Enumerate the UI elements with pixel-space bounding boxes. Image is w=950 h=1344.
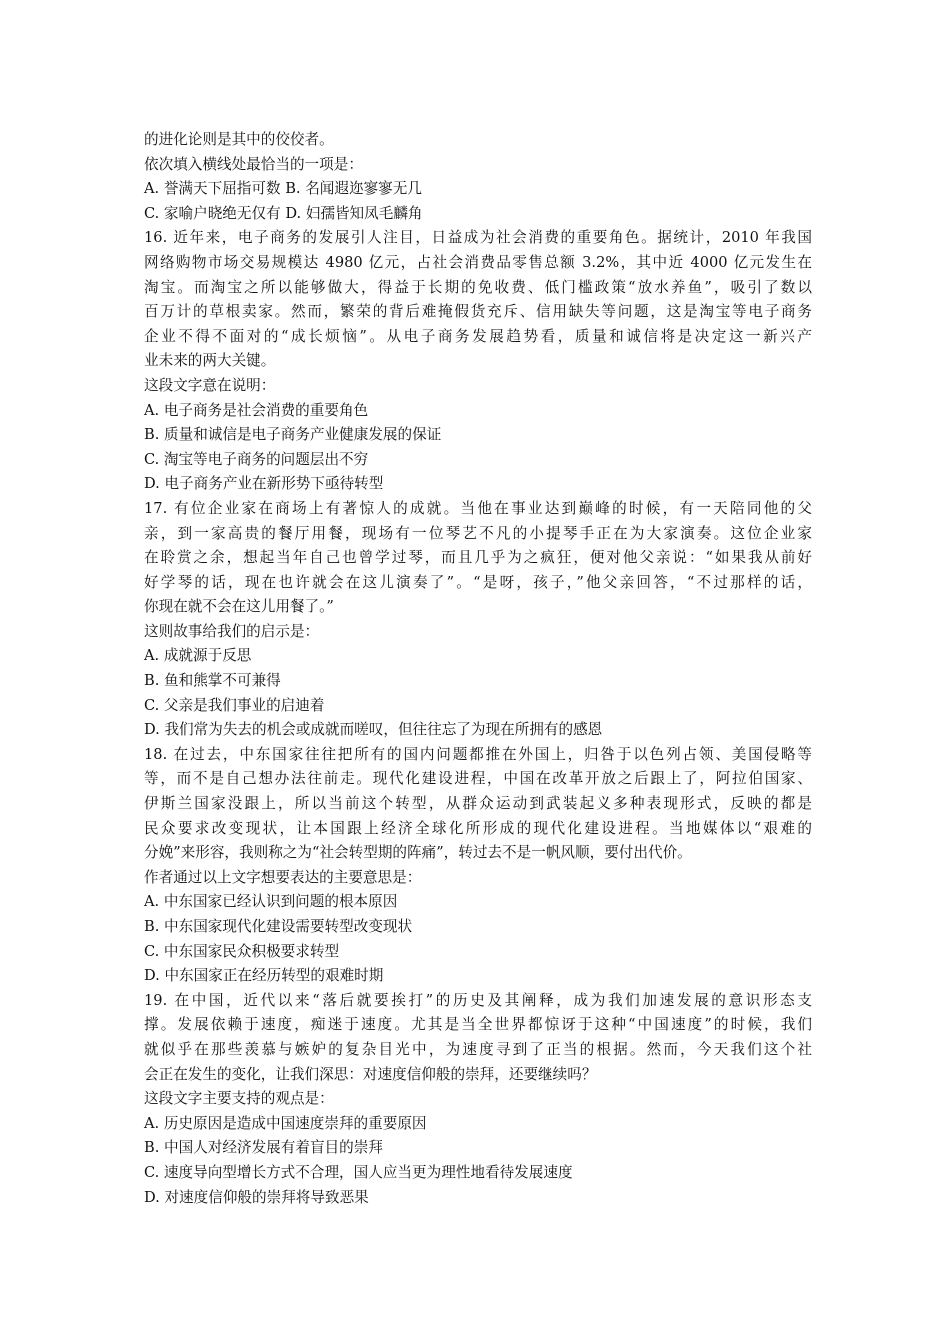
q18-line: 民众要求改变现状，让本国跟上经济全球化所形成的现代化建设进程。当地媒体以“艰难的 xyxy=(144,819,812,837)
q19-line: 19. 在中国，近代以来“落后就要挨打”的历史及其阐释，成为我们加速发展的意识形态支 xyxy=(144,991,812,1009)
q19-option-d: D. 对速度信仰般的崇拜将导致恶果 xyxy=(144,1188,369,1206)
q18-option-b: B. 中东国家现代化建设需要转型改变现状 xyxy=(144,918,413,935)
q17-option-d: D. 我们常为失去的机会或成就而嗟叹，但往往忘了为现在所拥有的感恩 xyxy=(144,721,603,739)
q18-line: 分娩”来形容，我则称之为“社会转型期的阵痛”，转过去不是一帆风顺，要付出代价。 xyxy=(144,844,692,862)
q16-line: 网络购物市场交易规模达 4980 亿元，占社会消费品零售总额 3.2%，其中近 4000 亿元发生在 xyxy=(144,253,812,271)
q19-option-c: C. 速度导向型增长方式不合理，国人应当更为理性地看待发展速度 xyxy=(144,1163,573,1181)
q19-line: 撑。发展依赖于速度，痴迷于速度。尤其是当全世界都惊讶于这种“中国速度”的时候，我们 xyxy=(144,1016,812,1034)
q16-line: 百万计的草根卖家。然而，繁荣的背后难掩假货充斥、信用缺失等问题，这是淘宝等电子商务 xyxy=(144,303,812,321)
q17-option-c: C. 父亲是我们事业的启迪着 xyxy=(144,696,325,714)
q17-option-b: B. 鱼和熊掌不可兼得 xyxy=(144,672,281,690)
q16-option-b: B. 质量和诚信是电子商务产业健康发展的保证 xyxy=(144,426,442,444)
q18-passage xyxy=(144,743,812,866)
q17-passage xyxy=(144,497,812,620)
q16-prompt: 这段文字意在说明： xyxy=(144,376,276,394)
q16-option-d: D. 电子商务产业在新形势下亟待转型 xyxy=(144,475,384,493)
q15-passage-tail: 的进化论则是其中的佼佼者。 xyxy=(144,131,334,148)
q19-option-b: B. 中国人对经济发展有着盲目的崇拜 xyxy=(144,1139,383,1157)
q19-line: 就似乎在那些羡慕与嫉妒的复杂目光中，为速度寻到了正当的根据。然而，今天我们这个社 xyxy=(144,1040,812,1058)
q16-line: 企业不得不面对的“成长烦恼”。从电子商务发展趋势看，质量和诚信将是决定这一新兴产 xyxy=(144,327,812,345)
q16-line: 业未来的两大关键。 xyxy=(144,352,276,370)
q19-option-a: A. 历史原因是造成中国速度崇拜的重要原因 xyxy=(144,1114,427,1132)
q16-line: 16. 近年来，电子商务的发展引人注目，日益成为社会消费的重要角色。据统计，2010 年我国 xyxy=(144,229,812,247)
q18-line: 18. 在过去，中东国家往往把所有的国内问题都推在外国上，归咎于以色列占领、美国侵略等 xyxy=(144,745,812,763)
q18-line: 伊斯兰国家没跟上，所以当前这个转型，从群众运动到武装起义多种表现形式，反映的都是 xyxy=(144,795,812,813)
q18-line: 等，而不是自己想办法往前走。现代化建设进程，中国在改革开放之后跟上了，阿拉伯国家、 xyxy=(144,770,812,788)
q16-passage xyxy=(144,226,812,374)
q17-line: 在聆赏之余，想起当年自己也曾学过琴，而且几乎为之疯狂，便对他父亲说：“如果我从前好 xyxy=(144,549,812,567)
q17-prompt: 这则故事给我们的启示是： xyxy=(144,622,320,640)
q16-option-c: C. 淘宝等电子商务的问题层出不穷 xyxy=(144,450,369,468)
q18-option-c: C. 中东国家民众积极要求转型 xyxy=(144,942,340,960)
q15-options-cd: C. 家喻户晓绝无仅有 D. 妇孺皆知凤毛麟角 xyxy=(144,204,423,222)
exam-page xyxy=(144,128,812,1210)
q15-options-ab: A. 誉满天下屈指可数 B. 名闻遐迩寥寥无几 xyxy=(144,180,422,198)
q17-line: 你现在就不会在这儿用餐了。” xyxy=(144,598,334,616)
q17-option-a: A. 成就源于反思 xyxy=(144,647,252,665)
q19-prompt: 这段文字主要支持的观点是： xyxy=(144,1090,334,1108)
q16-line: 淘宝。而淘宝之所以能够做大，得益于长期的免收费、低门槛政策“放水养鱼”，吸引了数以 xyxy=(144,278,812,296)
q17-line: 好学琴的话，现在也许就会在这儿演奏了”。“是呀，孩子，”他父亲回答，“不过那样的话， xyxy=(144,573,812,591)
q17-line: 17. 有位企业家在商场上有著惊人的成就。当他在事业达到巅峰的时候，有一天陪同他的父 xyxy=(144,499,812,517)
q19-passage xyxy=(144,989,812,1087)
q18-option-a: A. 中东国家已经认识到问题的根本原因 xyxy=(144,893,398,911)
q18-option-d: D. 中东国家正在经历转型的艰难时期 xyxy=(144,967,384,985)
q15-prompt: 依次填入横线处最恰当的一项是： xyxy=(144,155,363,173)
q16-option-a: A. 电子商务是社会消费的重要角色 xyxy=(144,401,369,419)
q17-line: 亲，到一家高贵的餐厅用餐，现场有一位琴艺不凡的小提琴手正在为大家演奏。这位企业家 xyxy=(144,524,812,542)
q18-prompt: 作者通过以上文字想要表达的主要意思是： xyxy=(144,868,422,886)
q19-line: 会正在发生的变化，让我们深思：对速度信仰般的崇拜，还要继续吗？ xyxy=(144,1065,597,1083)
